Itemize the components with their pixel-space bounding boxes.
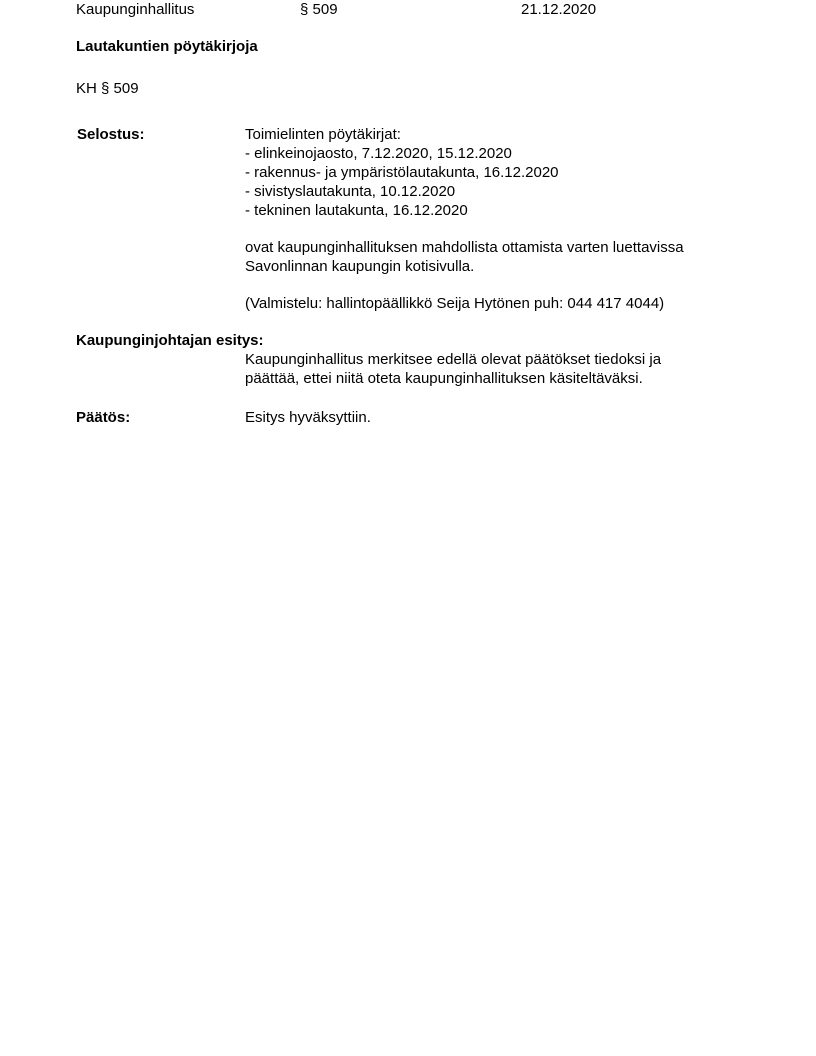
header-date: 21.12.2020	[521, 1, 597, 18]
selostus-paragraph-line: ovat kaupunginhallituksen mahdollista ottamista varten luettavissa	[245, 239, 684, 256]
selostus-list-item: - rakennus- ja ympäristölautakunta, 16.12.2020	[245, 164, 559, 181]
esitys-line: Kaupunginhallitus merkitsee edellä olevat päätökset tiedoksi ja	[245, 351, 662, 368]
selostus-list-item: - sivistyslautakunta, 10.12.2020	[245, 183, 456, 200]
paragraph-gap	[245, 220, 684, 238]
selostus-body	[245, 125, 684, 313]
selostus-preparer: (Valmistelu: hallintopäällikkö Seija Hytönen puh: 044 417 4044)	[245, 295, 665, 312]
selostus-paragraph-line: Savonlinnan kaupungin kotisivulla.	[245, 258, 475, 275]
selostus-list-item: - elinkeinojaosto, 7.12.2020, 15.12.2020	[245, 145, 512, 162]
esitys-label: Kaupunginjohtajan esitys:	[76, 332, 264, 349]
esitys-line: päättää, ettei niitä oteta kaupunginhallituksen käsiteltäväksi.	[245, 370, 643, 387]
paragraph-gap	[245, 276, 684, 294]
paatos-label: Päätös:	[76, 409, 131, 426]
document-title: Lautakuntien pöytäkirjoja	[76, 38, 258, 55]
header-section-number: § 509	[300, 1, 338, 18]
selostus-label: Selostus:	[77, 126, 145, 143]
esitys-body	[245, 350, 661, 388]
selostus-list-item: - tekninen lautakunta, 16.12.2020	[245, 202, 468, 219]
header-body-name: Kaupunginhallitus	[76, 1, 195, 18]
document-reference: KH § 509	[76, 80, 139, 97]
paatos-text: Esitys hyväksyttiin.	[245, 409, 371, 426]
selostus-intro: Toimielinten pöytäkirjat:	[245, 126, 401, 143]
